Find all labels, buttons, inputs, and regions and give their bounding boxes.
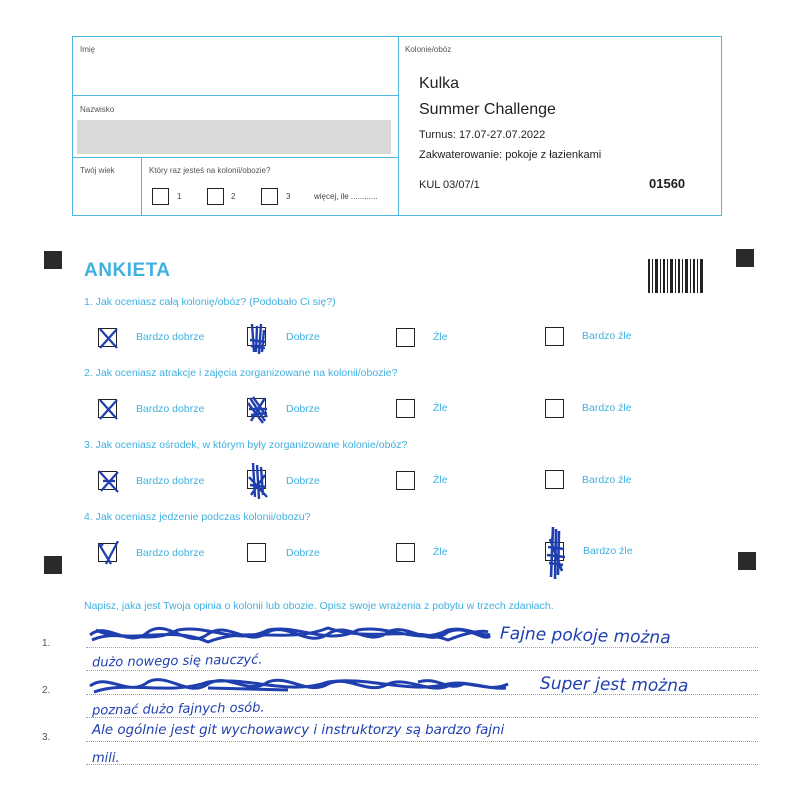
times-option-2: 2 [231,192,236,201]
header-form [72,36,722,216]
handwriting-line-3a: Ale ogólnie jest git wychowawcy i instruktorzy są bardzo fajni [92,723,505,738]
q3-option-very-bad: Bardzo źle [582,474,632,486]
q3-very-good-checkbox[interactable] [98,471,117,490]
registration-marker [738,552,756,570]
crossed-out-text [88,672,528,700]
times-more: więcej, ile ............ [314,192,378,201]
q3-good-checkbox[interactable] [247,470,266,489]
q1-option-bad: Źle [433,331,448,343]
answer-line [86,741,758,742]
q1-very-good-checkbox[interactable] [98,328,117,347]
surname-label: Nazwisko [80,105,115,114]
surname-field[interactable] [77,120,391,154]
q4-very-good-checkbox[interactable] [98,543,117,562]
turnus: Turnus: 17.07-27.07.2022 [419,129,546,141]
camp-title: Summer Challenge [419,101,556,118]
q3-very-bad-checkbox[interactable] [545,470,564,489]
q2-option-good: Dobrze [286,403,320,415]
q1-option-very-good: Bardzo dobrze [136,331,205,343]
q1-very-bad-checkbox[interactable] [545,327,564,346]
registration-marker [736,249,754,267]
question-2: 2. Jak oceniasz atrakcje i zajęcia zorganizowane na kolonii/obozie? [84,367,398,379]
form-number: 01560 [649,176,686,191]
times-checkbox-2[interactable] [207,188,224,205]
registration-marker [44,251,62,269]
q2-option-very-bad: Bardzo źle [582,402,632,414]
camp-name: Kulka [419,75,460,92]
q2-very-bad-checkbox[interactable] [545,399,564,418]
answer-line [86,764,758,765]
answer-line [86,717,758,718]
line-number-1: 1. [42,638,51,649]
q2-good-checkbox[interactable] [247,398,266,417]
handwriting-line-2a: Super jest można [539,673,689,697]
header-divider [398,37,399,215]
barcode [648,259,703,293]
age-divider [141,157,142,215]
q3-option-bad: Źle [433,474,448,486]
row-divider [73,95,398,96]
handwriting-line-1a: Fajne pokoje można [499,623,671,649]
q4-option-good: Dobrze [286,547,320,559]
times-label: Który raz jesteś na kolonii/obozie? [149,166,271,175]
q1-good-checkbox[interactable] [247,327,266,346]
question-1: 1. Jak oceniasz całą kolonię/obóz? (Podobało Ci się?) [84,296,336,308]
q4-option-bad: Źle [433,546,448,558]
q3-option-very-good: Bardzo dobrze [136,475,205,487]
q3-option-good: Dobrze [286,475,320,487]
name-label: Imię [80,45,96,54]
age-label: Twój wiek [80,166,115,175]
handwriting-line-3b: mili. [92,751,120,766]
q4-good-checkbox[interactable] [247,543,266,562]
line-number-2: 2. [42,685,51,696]
times-checkbox-1[interactable] [152,188,169,205]
q4-very-bad-checkbox[interactable] [545,542,564,561]
question-3: 3. Jak oceniasz ośrodek, w którym były zorganizowane kolonie/obóz? [84,439,408,451]
line-number-3: 3. [42,732,51,743]
camp-code: KUL 03/07/1 [419,179,480,191]
q4-bad-checkbox[interactable] [396,543,415,562]
handwriting-line-1b: dużo nowego się nauczyć. [91,652,263,671]
q3-bad-checkbox[interactable] [396,471,415,490]
q2-option-very-good: Bardzo dobrze [136,403,205,415]
question-4: 4. Jak oceniasz jedzenie podczas kolonii/obozu? [84,511,311,523]
times-checkbox-3[interactable] [261,188,278,205]
q2-bad-checkbox[interactable] [396,399,415,418]
camp-label: Kolonie/obóz [405,45,452,54]
q4-option-very-good: Bardzo dobrze [136,547,205,559]
q2-very-good-checkbox[interactable] [98,399,117,418]
registration-marker [44,556,62,574]
times-option-3: 3 [286,192,291,201]
row-divider [73,157,398,158]
handwriting-line-2b: poznać dużo fajnych osób. [91,700,265,719]
q2-option-bad: Źle [433,402,448,414]
accommodation: Zakwaterowanie: pokoje z łazienkami [419,149,602,161]
times-option-1: 1 [177,192,182,201]
answer-line [86,670,758,671]
q1-option-very-bad: Bardzo źle [582,330,632,342]
crossed-out-text [88,620,493,650]
survey-title: ANKIETA [84,260,171,281]
q1-bad-checkbox[interactable] [396,328,415,347]
q4-option-very-bad: Bardzo źle [583,545,633,557]
q1-option-good: Dobrze [286,331,320,343]
opinion-prompt: Napisz, jaka jest Twoja opinia o kolonii lub obozie. Opisz swoje wrażenia z pobytu w trzech zdaniach. [84,600,554,612]
